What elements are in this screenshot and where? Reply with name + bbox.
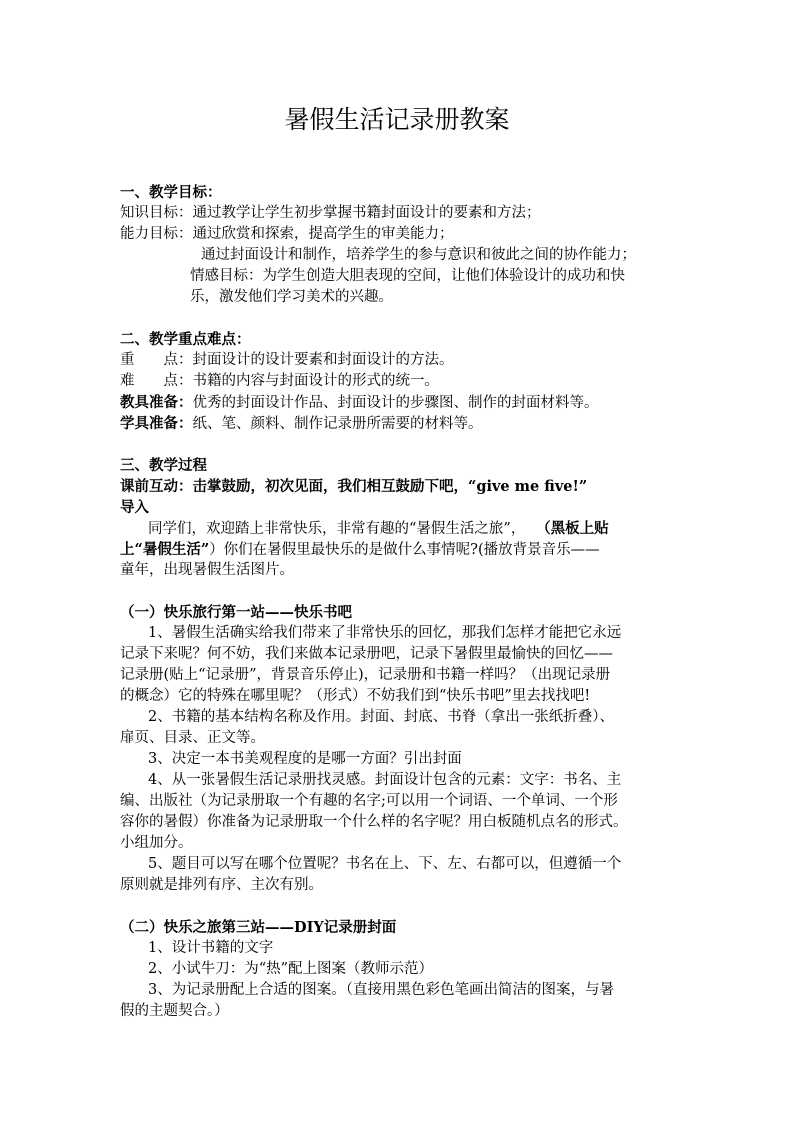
paragraph-line: 乐，激发他们学习美术的兴趣。 bbox=[190, 289, 393, 305]
paragraph-line: 1、暑假生活确实给我们带来了非常快乐的回忆，那我们怎样才能把它永远 bbox=[148, 625, 622, 641]
paragraph-line: 情感目标：为学生创造大胆表现的空间，让他们体验设计的成功和快 bbox=[190, 268, 625, 284]
paragraph-line: 3、决定一本书美观程度的是哪一方面？引出封面 bbox=[148, 751, 462, 767]
paragraph-line: 1、设计书籍的文字 bbox=[148, 940, 274, 956]
inline-text: 同学们，欢迎踏上非常快乐，非常有趣的“暑假生活之旅”， bbox=[148, 521, 526, 537]
subheading-intro: 导入 bbox=[120, 499, 149, 516]
inline-text: 优秀的封面设计作品、封面设计的步骤图、制作的封面材料等。 bbox=[192, 395, 599, 411]
paragraph-line: 容你的暑假）你准备为记录册取一个什么样的名字呢？用白板随机点名的形式。 bbox=[120, 814, 628, 830]
paragraph-line: 5、题目可以写在哪个位置呢？书名在上、下、左、右都可以，但遵循一个 bbox=[148, 856, 622, 872]
paragraph-line bbox=[120, 392, 599, 414]
paragraph-line: 2、书籍的基本结构名称及作用。封面、封底、书脊（拿出一张纸折叠）、 bbox=[148, 709, 614, 725]
paragraph-line bbox=[120, 539, 600, 561]
paragraph-line: 原则就是排列有序、主次有别。 bbox=[120, 877, 323, 893]
part-heading-first-stop: （一）快乐旅行第一站——快乐书吧 bbox=[120, 604, 352, 621]
paragraph-line bbox=[120, 413, 483, 435]
paragraph-line: 能力目标：通过欣赏和探索，提高学生的审美能力； bbox=[120, 226, 454, 242]
paragraph-line: 难 点：书籍的内容与封面设计的形式的统一。 bbox=[120, 373, 439, 389]
document-title: 暑假生活记录册教案 bbox=[284, 105, 510, 134]
inline-text: （黑板上贴 bbox=[543, 520, 609, 537]
inline-text: 纸、笔、颜料、制作记录册所需要的材料等。 bbox=[192, 416, 483, 432]
paragraph-line: 重 点：封面设计的设计要素和封面设计的方法。 bbox=[120, 352, 454, 368]
paragraph-line: 4、从一张暑假生活记录册找灵感。封面设计包含的元素：文字：书名、主 bbox=[148, 772, 622, 788]
section-heading-key-points: 二、教学重点难点： bbox=[120, 331, 251, 348]
paragraph-line: 编、出版社（为记录册取一个有趣的名字;可以用一个词语、一个单词、一个形 bbox=[120, 793, 618, 809]
paragraph-line: 扉页、目录、正文等。 bbox=[120, 730, 265, 746]
inline-text: ）你们在暑假里最快乐的是做什么事情呢?(播放背景音乐—— bbox=[209, 542, 600, 558]
paragraph-line: 通过封面设计和制作，培养学生的参与意识和彼此之间的协作能力； bbox=[201, 247, 636, 263]
part-heading-third-stop: （二）快乐之旅第三站——DIY记录册封面 bbox=[120, 919, 397, 936]
paragraph-line: 知识目标：通过教学让学生初步掌握书籍封面设计的要素和方法； bbox=[120, 205, 541, 221]
inline-label: 学具准备： bbox=[120, 415, 193, 432]
section-heading-process: 三、教学过程 bbox=[120, 457, 207, 474]
paragraph-line: 记录册(贴上“记录册”，背景音乐停止)，记录册和书籍一样吗？（出现记录册 bbox=[120, 667, 611, 683]
inline-label: 教具准备： bbox=[120, 394, 193, 411]
section-heading-objectives: 一、教学目标： bbox=[120, 184, 222, 201]
inline-text: 上“暑假生活” bbox=[120, 541, 210, 558]
paragraph-line: 的概念）它的特殊在哪里呢？（形式）不妨我们到“快乐书吧”里去找找吧! bbox=[120, 688, 591, 704]
paragraph-line: 3、为记录册配上合适的图案。（直接用黑色彩色笔画出简洁的图案，与暑 bbox=[148, 982, 614, 998]
paragraph-line: 小组加分。 bbox=[120, 835, 193, 851]
paragraph-line: 假的主题契合。） bbox=[120, 1003, 229, 1019]
paragraph-line: 童年，出现暑假生活图片。 bbox=[120, 562, 294, 578]
paragraph-line: 记录下来呢？何不妨，我们来做本记录册吧，记录下暑假里最愉快的回忆—— bbox=[120, 646, 613, 662]
paragraph-line: 课前互动：击掌鼓励，初次见面，我们相互鼓励下吧，“give me five!” bbox=[120, 478, 588, 495]
paragraph-line: 2、小试牛刀：为“热”配上图案（教师示范） bbox=[148, 961, 434, 977]
paragraph-line bbox=[148, 518, 609, 540]
